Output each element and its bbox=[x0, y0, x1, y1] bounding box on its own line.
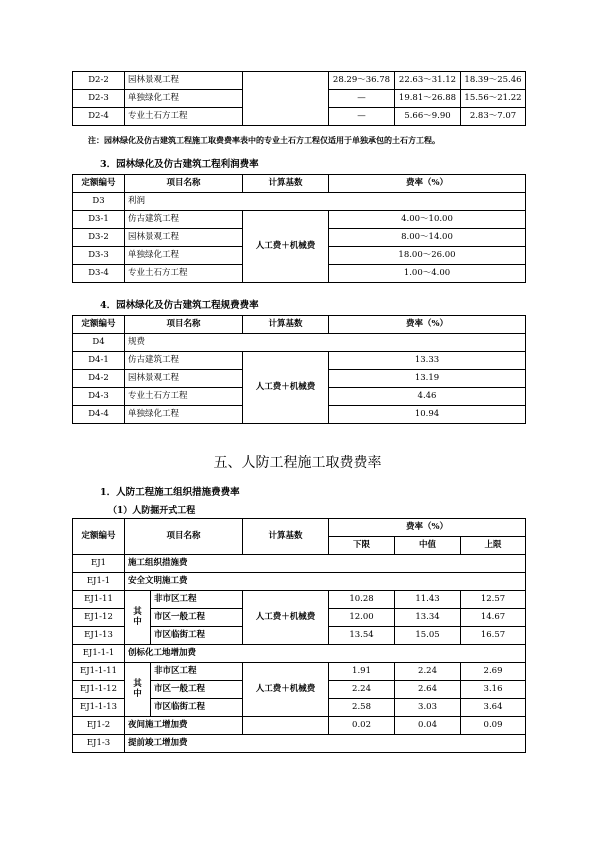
low-cell: 2.58 bbox=[329, 699, 395, 717]
rate-cell: 2.83～7.07 bbox=[461, 108, 526, 126]
low-cell: 10.28 bbox=[329, 591, 395, 609]
table-header-row bbox=[73, 175, 526, 193]
code-cell: EJ1 bbox=[73, 555, 125, 573]
table-d2 bbox=[72, 71, 526, 126]
header-name: 项目名称 bbox=[125, 175, 243, 193]
base-cell: 人工费＋机械费 bbox=[243, 591, 329, 645]
rate-cell: 5.66～9.90 bbox=[395, 108, 461, 126]
high-cell: 3.64 bbox=[461, 699, 526, 717]
name-cell: 单独绿化工程 bbox=[125, 90, 243, 108]
name-cell: 市区临街工程 bbox=[151, 627, 243, 645]
name-cell: 市区一般工程 bbox=[151, 681, 243, 699]
name-cell: 园林景观工程 bbox=[125, 72, 243, 90]
table-header-row bbox=[73, 519, 526, 537]
table-row bbox=[73, 72, 526, 90]
mid-cell: 3.03 bbox=[395, 699, 461, 717]
header-high: 上限 bbox=[461, 537, 526, 555]
code-cell: D4 bbox=[73, 334, 125, 352]
code-cell: D4-3 bbox=[73, 388, 125, 406]
code-cell: EJ1-1-13 bbox=[73, 699, 125, 717]
name-cell: 施工组织措施费 bbox=[125, 555, 526, 573]
section-heading: 3．园林绿化及仿古建筑工程利润费率 bbox=[100, 159, 259, 170]
rate-cell: 4.00～10.00 bbox=[329, 211, 526, 229]
code-cell: EJ1-13 bbox=[73, 627, 125, 645]
code-cell: EJ1-1-1 bbox=[73, 645, 125, 663]
code-cell: EJ1-1-11 bbox=[73, 663, 125, 681]
code-cell: EJ1-2 bbox=[73, 717, 125, 735]
rate-cell: 4.46 bbox=[329, 388, 526, 406]
base-cell: 人工费＋机械费 bbox=[243, 352, 329, 424]
mid-cell: 2.24 bbox=[395, 663, 461, 681]
name-cell: 市区一般工程 bbox=[151, 609, 243, 627]
rate-cell: 22.63～31.12 bbox=[395, 72, 461, 90]
table-header-row bbox=[73, 316, 526, 334]
code-cell: D4-1 bbox=[73, 352, 125, 370]
table-row bbox=[73, 193, 526, 211]
name-cell: 非市区工程 bbox=[151, 591, 243, 609]
code-cell: D2-2 bbox=[73, 72, 125, 90]
name-cell: 园林景观工程 bbox=[125, 229, 243, 247]
table-row bbox=[73, 717, 526, 735]
high-cell: 16.57 bbox=[461, 627, 526, 645]
rate-cell: 28.29～36.78 bbox=[329, 72, 395, 90]
table-row bbox=[73, 645, 526, 663]
code-cell: EJ1-12 bbox=[73, 609, 125, 627]
low-cell: 0.02 bbox=[329, 717, 395, 735]
table-row bbox=[73, 573, 526, 591]
table-row bbox=[73, 211, 526, 229]
code-cell: D4-2 bbox=[73, 370, 125, 388]
rate-cell: 19.81～26.88 bbox=[395, 90, 461, 108]
low-cell: 13.54 bbox=[329, 627, 395, 645]
qizhong-cell bbox=[125, 663, 151, 717]
code-cell: D3 bbox=[73, 193, 125, 211]
header-name: 项目名称 bbox=[125, 316, 243, 334]
header-low: 下限 bbox=[329, 537, 395, 555]
low-cell: 12.00 bbox=[329, 609, 395, 627]
table-d4 bbox=[72, 315, 526, 424]
table-note: 注：园林绿化及仿古建筑工程施工取费费率表中的专业土石方工程仅适用于单独承包的土石方工程。 bbox=[88, 135, 440, 145]
name-cell: 市区临街工程 bbox=[151, 699, 243, 717]
name-cell: 提前竣工增加费 bbox=[125, 735, 526, 753]
header-base: 计算基数 bbox=[243, 175, 329, 193]
table-row bbox=[73, 555, 526, 573]
code-cell: D3-2 bbox=[73, 229, 125, 247]
base-cell: 人工费＋机械费 bbox=[243, 211, 329, 283]
name-cell: 规费 bbox=[125, 334, 526, 352]
low-cell: 2.24 bbox=[329, 681, 395, 699]
base-cell: 人工费＋机械费 bbox=[243, 663, 329, 717]
header-code: 定额编号 bbox=[73, 175, 125, 193]
header-base: 计算基数 bbox=[243, 519, 329, 555]
rate-cell: 13.33 bbox=[329, 352, 526, 370]
rate-cell: 18.00～26.00 bbox=[329, 247, 526, 265]
base-cell bbox=[243, 717, 329, 735]
code-cell: D3-4 bbox=[73, 265, 125, 283]
rate-cell: 8.00～14.00 bbox=[329, 229, 526, 247]
header-code: 定额编号 bbox=[73, 316, 125, 334]
name-cell: 专业土石方工程 bbox=[125, 388, 243, 406]
header-base: 计算基数 bbox=[243, 316, 329, 334]
high-cell: 2.69 bbox=[461, 663, 526, 681]
name-cell: 仿古建筑工程 bbox=[125, 211, 243, 229]
code-cell: D2-3 bbox=[73, 90, 125, 108]
table-row bbox=[73, 591, 526, 609]
name-cell: 专业土石方工程 bbox=[125, 265, 243, 283]
name-cell: 非市区工程 bbox=[151, 663, 243, 681]
mid-cell: 13.34 bbox=[395, 609, 461, 627]
mid-cell: 11.43 bbox=[395, 591, 461, 609]
code-cell: EJ1-1 bbox=[73, 573, 125, 591]
table-row bbox=[73, 352, 526, 370]
header-rate: 费率（%） bbox=[329, 316, 526, 334]
name-cell: 创标化工地增加费 bbox=[125, 645, 526, 663]
code-cell: EJ1-1-12 bbox=[73, 681, 125, 699]
header-rate: 费率（%） bbox=[329, 175, 526, 193]
high-cell: 3.16 bbox=[461, 681, 526, 699]
name-cell: 夜间施工增加费 bbox=[125, 717, 243, 735]
section-heading: 1．人防工程施工组织措施费费率 bbox=[100, 487, 240, 498]
section-heading: 4．园林绿化及仿古建筑工程规费费率 bbox=[100, 300, 259, 311]
chapter-title: 五、人防工程施工取费费率 bbox=[213, 455, 382, 471]
qizhong-label: 其 中 bbox=[133, 606, 142, 627]
subsection-heading: （1）人防掘开式工程 bbox=[108, 506, 196, 516]
header-name: 项目名称 bbox=[125, 519, 243, 555]
high-cell: 14.67 bbox=[461, 609, 526, 627]
rate-cell: — bbox=[329, 108, 395, 126]
table-d3 bbox=[72, 174, 526, 283]
header-rate: 费率（%） bbox=[329, 519, 526, 537]
table-row bbox=[73, 334, 526, 352]
name-cell: 安全文明施工费 bbox=[125, 573, 526, 591]
header-code: 定额编号 bbox=[73, 519, 125, 555]
code-cell: D4-4 bbox=[73, 406, 125, 424]
code-cell: D3-1 bbox=[73, 211, 125, 229]
base-cell bbox=[243, 72, 329, 126]
name-cell: 利润 bbox=[125, 193, 526, 211]
table-ej1 bbox=[72, 518, 526, 753]
low-cell: 1.91 bbox=[329, 663, 395, 681]
qizhong-label: 其 中 bbox=[133, 678, 142, 699]
high-cell: 12.57 bbox=[461, 591, 526, 609]
mid-cell: 0.04 bbox=[395, 717, 461, 735]
table-row bbox=[73, 735, 526, 753]
rate-cell: 13.19 bbox=[329, 370, 526, 388]
code-cell: EJ1-11 bbox=[73, 591, 125, 609]
mid-cell: 2.64 bbox=[395, 681, 461, 699]
name-cell: 仿古建筑工程 bbox=[125, 352, 243, 370]
rate-cell: 1.00～4.00 bbox=[329, 265, 526, 283]
mid-cell: 15.05 bbox=[395, 627, 461, 645]
rate-cell: 10.94 bbox=[329, 406, 526, 424]
name-cell: 单独绿化工程 bbox=[125, 406, 243, 424]
name-cell: 单独绿化工程 bbox=[125, 247, 243, 265]
code-cell: D2-4 bbox=[73, 108, 125, 126]
table-row bbox=[73, 663, 526, 681]
name-cell: 园林景观工程 bbox=[125, 370, 243, 388]
header-mid: 中值 bbox=[395, 537, 461, 555]
rate-cell: — bbox=[329, 90, 395, 108]
qizhong-cell bbox=[125, 591, 151, 645]
name-cell: 专业土石方工程 bbox=[125, 108, 243, 126]
code-cell: D3-3 bbox=[73, 247, 125, 265]
high-cell: 0.09 bbox=[461, 717, 526, 735]
rate-cell: 18.39～25.46 bbox=[461, 72, 526, 90]
rate-cell: 15.56～21.22 bbox=[461, 90, 526, 108]
code-cell: EJ1-3 bbox=[73, 735, 125, 753]
